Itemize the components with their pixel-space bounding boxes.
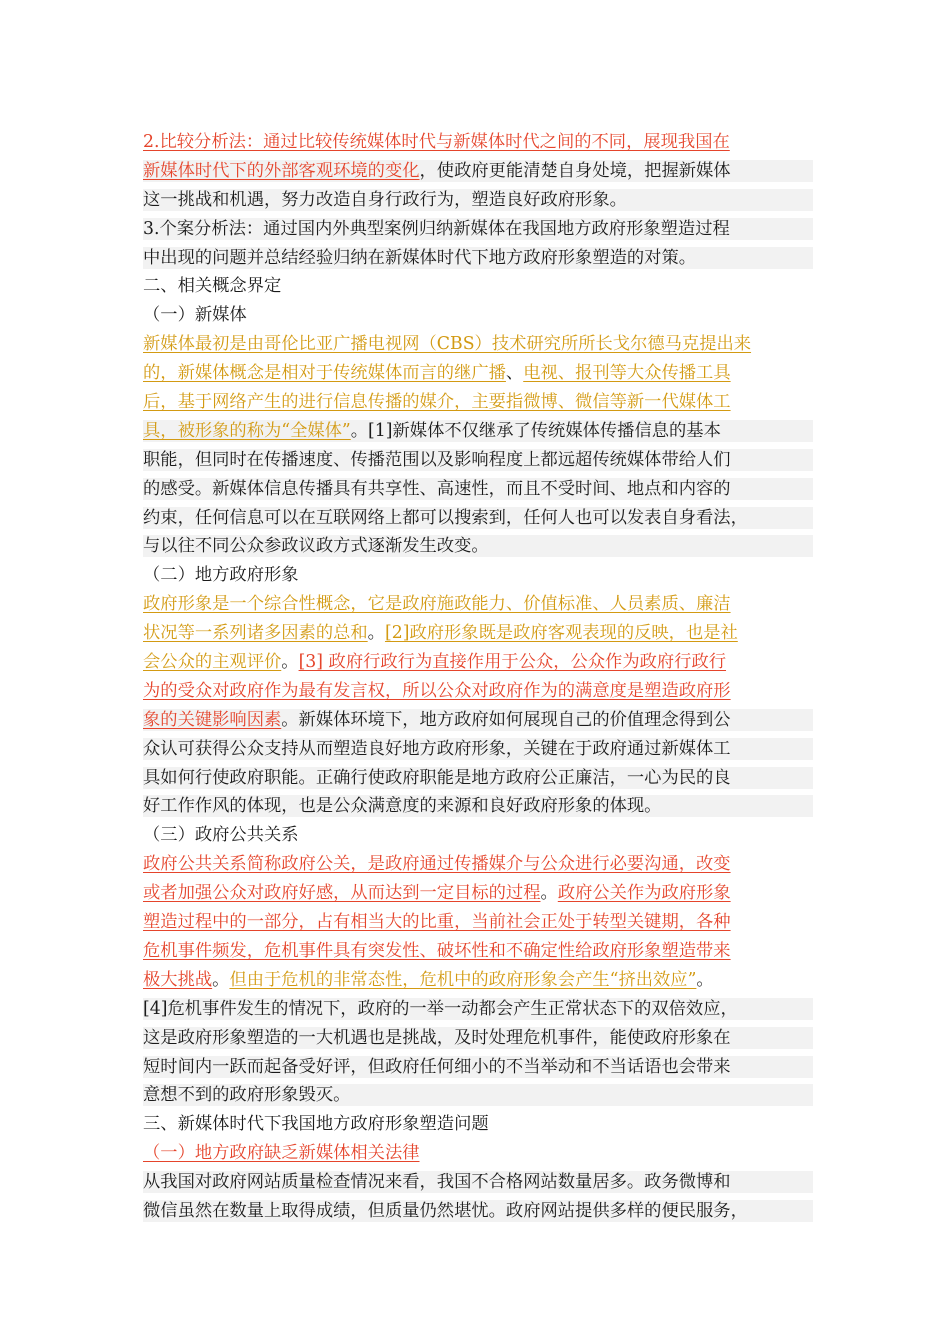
body-text: 、 [505, 363, 524, 384]
annotated-text: 2.比较分析法：通过比较传统媒体时代与新媒体时代之间的不同，展现我国在 [143, 132, 730, 152]
paragraph-public-relations [143, 850, 813, 1110]
annotated-text: 的，新媒体概念是相对于传统媒体而言的继广播 [143, 363, 506, 384]
body-text: 3.个案分析法：通过国内外典型案例归纳新媒体在我国地方政府形象塑造过程 [143, 215, 813, 244]
annotated-text: 极大挑战 [143, 969, 213, 990]
paragraph-lack-of-law [143, 1168, 813, 1226]
body-text: 职能，但同时在传播速度、传播范围以及影响程度上都远超传统媒体带给人们 [143, 446, 813, 475]
body-text: 。[1]新媒体不仅继承了传统媒体传播信息的基本 [350, 420, 721, 441]
annotated-text: 新媒体最初是由哥伦比亚广播电视网（CBS）技术研究所所长戈尔德马克提出来 [143, 334, 752, 355]
annotated-text: 政府形象是一个综合性概念，它是政府施政能力、价值标准、人员素质、廉洁 [143, 594, 731, 615]
body-text: 的感受。新媒体信息传播具有共享性、高速性，而且不受时间、地点和内容的 [143, 475, 813, 504]
body-text: 众认可获得公众支持从而塑造良好地方政府形象，关键在于政府通过新媒体工 [143, 735, 813, 764]
document-page [143, 128, 813, 1226]
annotated-text: 政府公共关系简称政府公关，是政府通过传播媒介与公众进行必要沟通，改变 [143, 854, 731, 875]
paragraph-case-method [143, 215, 813, 273]
body-text: 。 [212, 969, 230, 990]
annotated-text: 政府公关作为政府形象 [557, 883, 731, 904]
annotated-text: [2]政府形象既是政府客观表现的反映，也是社 [384, 623, 738, 644]
body-text: 这是政府形象塑造的一大机遇也是挑战，及时处理危机事件，能使政府形象在 [143, 1024, 813, 1053]
subsection-heading: （二）地方政府形象 [143, 565, 299, 586]
annotated-text: [3] 政府行政行为直接作用于公众，公众作为政府行政行 [298, 652, 727, 673]
subsection-heading: （一）地方政府缺乏新媒体相关法律 [143, 1143, 420, 1164]
annotated-text: 为的受众对政府作为最有发言权，所以公众对政府作为的满意度是塑造政府形 [143, 680, 731, 701]
body-text: 意想不到的政府形象毁灭。 [143, 1081, 813, 1110]
annotated-text: 象的关键影响因素 [143, 709, 282, 730]
body-text: 约束，任何信息可以在互联网络上都可以搜索到，任何人也可以发表自身看法， [143, 504, 813, 533]
annotated-text: 塑造过程中的一部分，占有相当大的比重，当前社会正处于转型关键期，各种 [143, 912, 731, 933]
annotated-text: 后，基于网络产生的进行信息传播的媒介，主要指微博、微信等新一代媒体工 [143, 392, 731, 413]
subsection-heading: （三）政府公共关系 [143, 825, 299, 846]
body-text: 与以往不同公众参政议政方式逐渐发生改变。 [143, 532, 813, 561]
annotated-text: 危机事件频发，危机事件具有突发性、破坏性和不确定性给政府形象塑造带来 [143, 940, 731, 961]
annotated-text: 但由于危机的非常态性，危机中的政府形象会产生“挤出效应” [229, 969, 697, 990]
annotated-text: 状况等一系列诸多因素的总和 [143, 623, 368, 644]
paragraph-new-media [143, 330, 813, 561]
paragraph-government-image [143, 590, 813, 821]
body-text: 从我国对政府网站质量检查情况来看，我国不合格网站数量居多。政务微博和 [143, 1168, 813, 1197]
body-text: 短时间内一跃而起备受好评，但政府任何细小的不当举动和不当话语也会带来 [143, 1053, 813, 1082]
body-text: ，使政府更能清楚自身处境，把握新媒体 [419, 160, 731, 181]
annotated-text: 电视、报刊等大众传播工具 [523, 363, 731, 384]
annotated-text: 新媒体时代下的外部客观环境的变化 [143, 160, 420, 181]
body-text: [4]危机事件发生的情况下，政府的一举一动都会产生正常状态下的双倍效应， [143, 995, 813, 1024]
body-text: 。新媒体环境下，地方政府如何展现自己的价值理念得到公 [281, 709, 731, 730]
section-heading: 二、相关概念界定 [143, 276, 282, 297]
body-text: 。 [281, 652, 299, 673]
annotated-text: 或者加强公众对政府好感，从而达到一定目标的过程 [143, 883, 541, 904]
paragraph-comparative-method [143, 128, 813, 215]
annotated-text: 会公众的主观评价 [143, 652, 282, 673]
section-heading: 三、新媒体时代下我国地方政府形象塑造问题 [143, 1114, 489, 1135]
body-text: 。 [367, 623, 385, 644]
body-text: 微信虽然在数量上取得成绩，但质量仍然堪忧。政府网站提供多样的便民服务， [143, 1197, 813, 1226]
subsection-heading: （一）新媒体 [143, 305, 247, 326]
annotated-text: 具，被形象的称为“全媒体” [143, 420, 351, 441]
body-text: 中出现的问题并总结经验归纳在新媒体时代下地方政府形象塑造的对策。 [143, 244, 813, 273]
body-text: 。 [696, 969, 714, 990]
body-text: 。 [540, 883, 558, 904]
body-text: 具如何行使政府职能。正确行使政府职能是地方政府公正廉洁，一心为民的良 [143, 764, 813, 793]
body-text: 这一挑战和机遇，努力改造自身行政行为，塑造良好政府形象。 [143, 186, 813, 215]
body-text: 好工作作风的体现，也是公众满意度的来源和良好政府形象的体现。 [143, 792, 813, 821]
